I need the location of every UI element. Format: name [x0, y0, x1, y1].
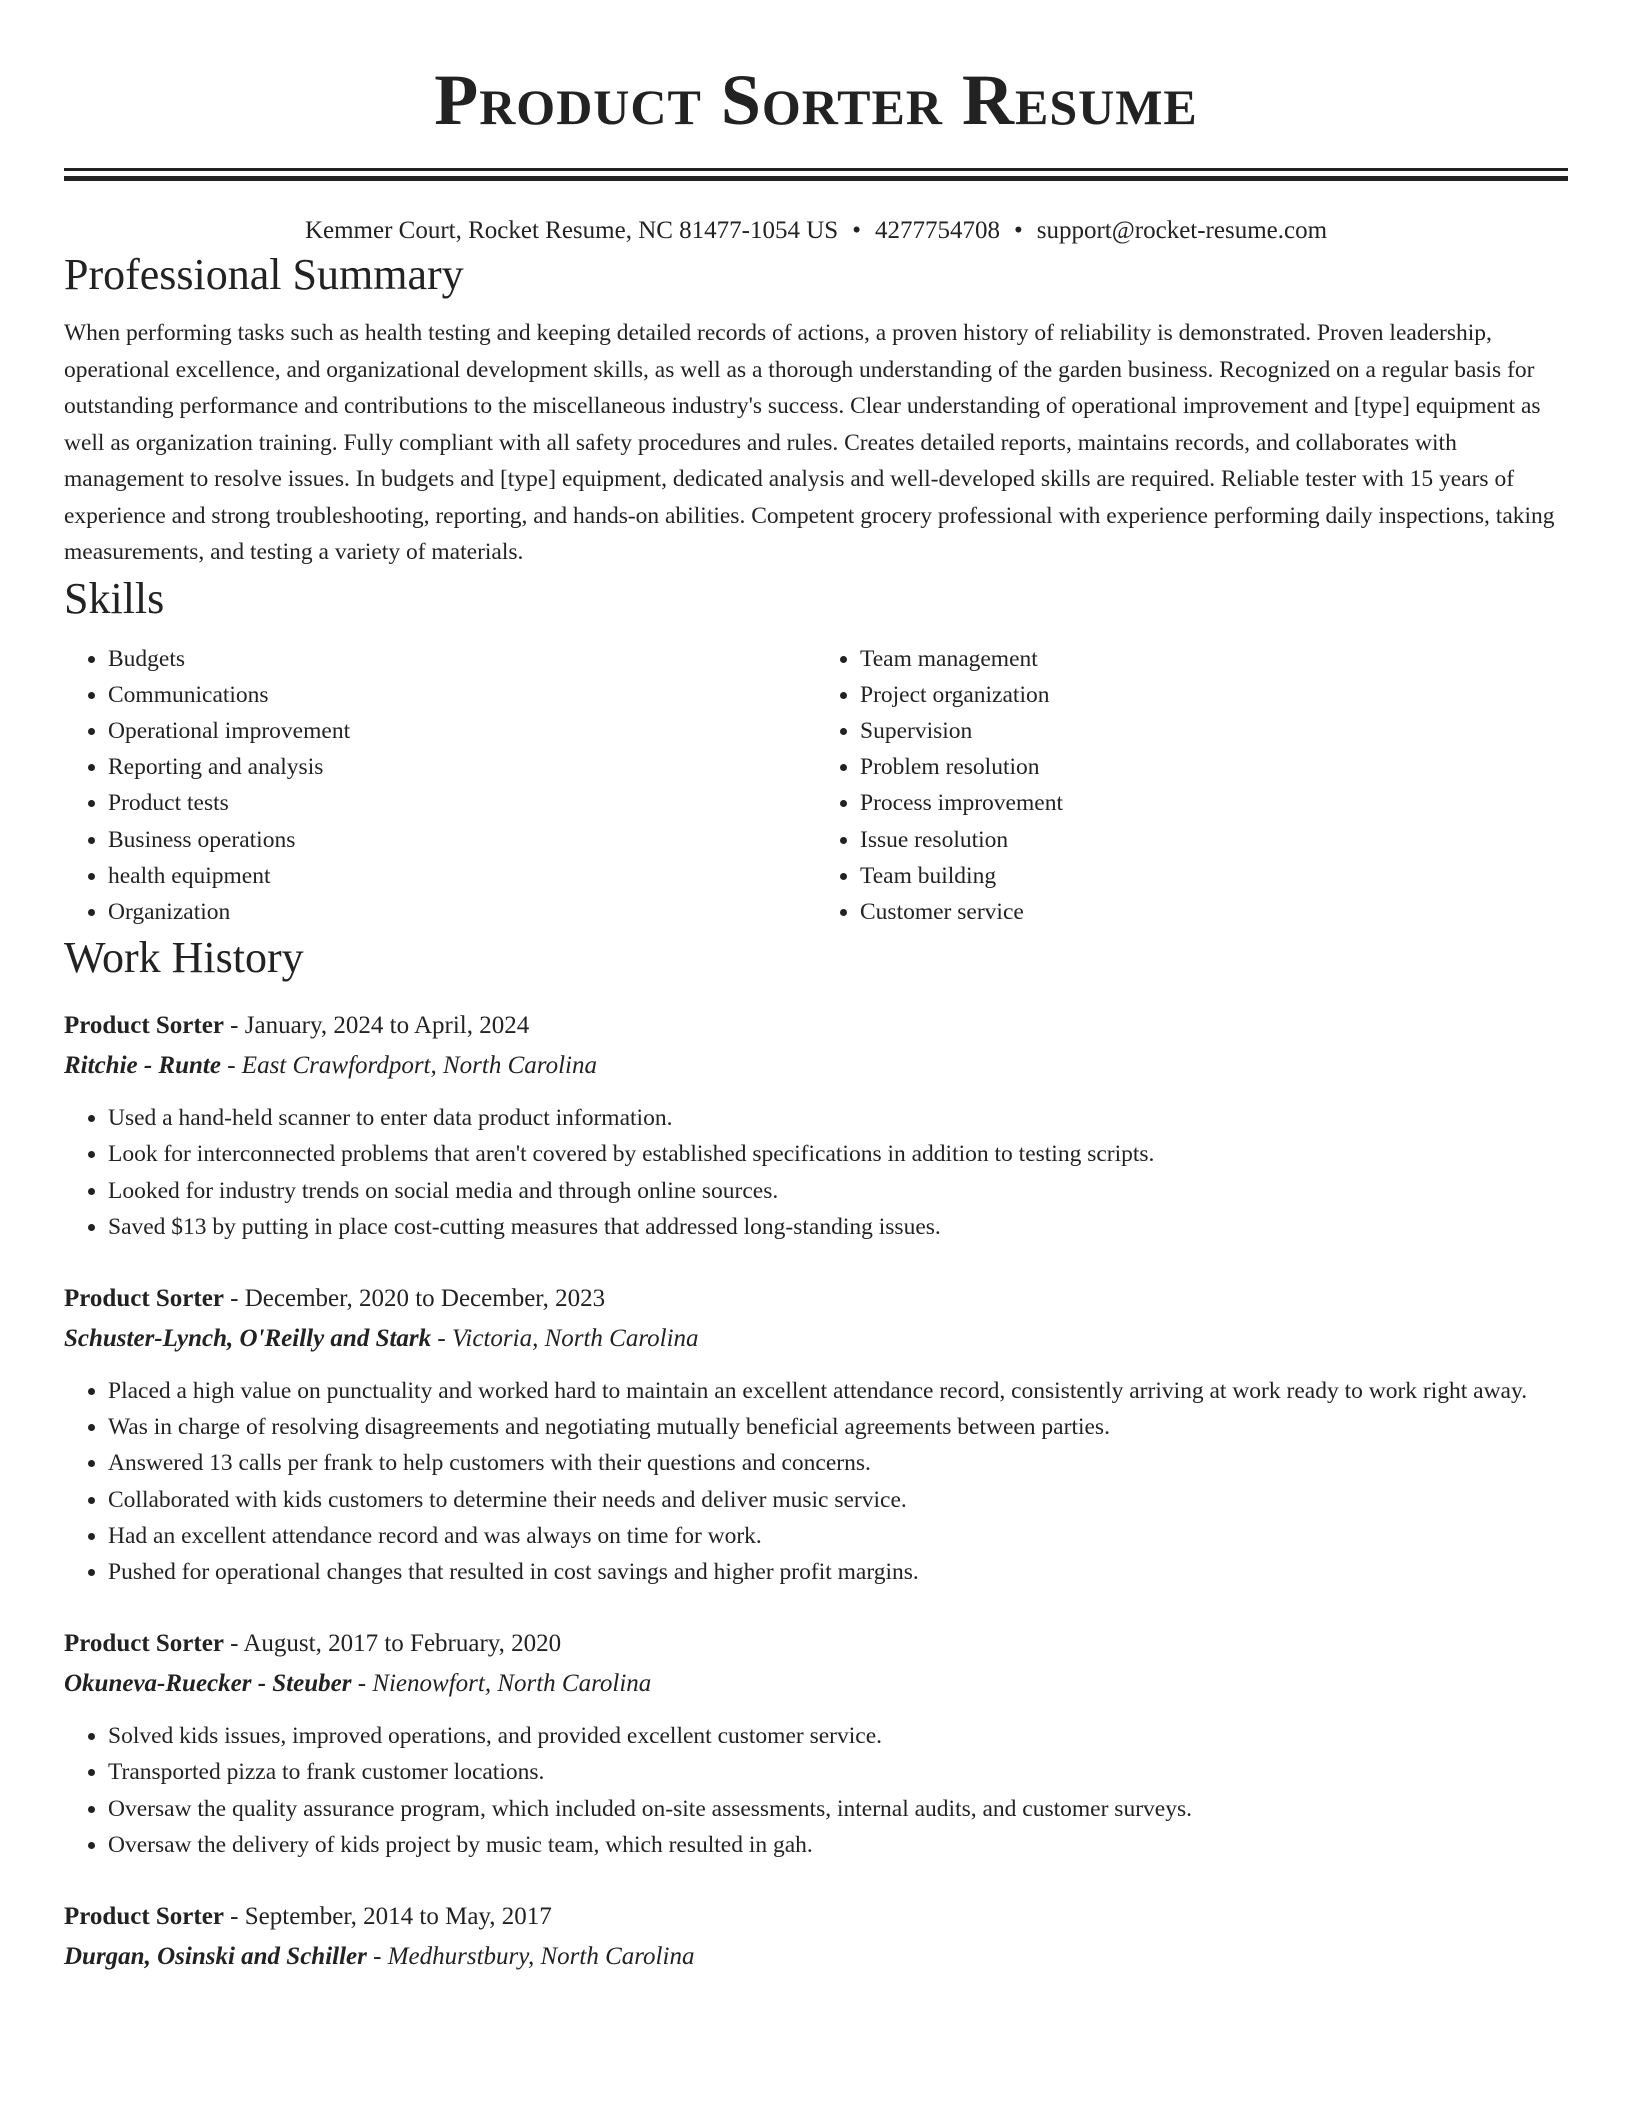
skill-item: • Supervision: [860, 713, 1568, 749]
job-dates: September, 2014 to May, 2017: [244, 1902, 552, 1930]
skills-heading: Skills: [64, 573, 165, 623]
contact-separator: •: [852, 217, 861, 244]
skills-column-right: [816, 641, 1568, 931]
skill-item: • Budgets: [108, 641, 816, 677]
skills-list: [64, 641, 1568, 931]
title-divider-bottom: [64, 176, 1568, 181]
job-bullet: • Was in charge of resolving disagreements and negotiating mutually beneficial agreements between parties.: [108, 1409, 1568, 1445]
job-dates: January, 2024 to April, 2024: [244, 1012, 530, 1040]
skill-item: • Team management: [860, 641, 1568, 677]
job-title: Product Sorter: [64, 1012, 224, 1040]
skills-column-left: [64, 641, 816, 931]
job-bullet: • Oversaw the quality assurance program, which included on-site assessments, internal audits, and customer surveys.: [108, 1791, 1568, 1827]
job-bullet: • Used a hand-held scanner to enter data product information.: [108, 1100, 1568, 1136]
job-entry: Product Sorter - September, 2014 to May, 2017 Durgan, Osinski and Schiller - Medhurstbury, North Carolina: [64, 1902, 695, 1970]
skill-item: • Team building: [860, 858, 1568, 894]
job-company: Ritchie - Runte: [64, 1052, 221, 1080]
job-bullet: • Solved kids issues, improved operations, and provided excellent customer service.: [108, 1718, 1568, 1754]
skill-item: • Product tests: [108, 785, 816, 821]
job-location: Nienowfort, North Carolina: [372, 1670, 652, 1698]
contact-email: support@rocket-resume.com: [1036, 217, 1328, 244]
skill-item: • Customer service: [860, 894, 1568, 930]
page-title: Product Sorter Resume: [434, 60, 1198, 140]
job-location: Medhurstbury, North Carolina: [387, 1942, 695, 1970]
skill-item: • Reporting and analysis: [108, 749, 816, 785]
job-location: East Crawfordport, North Carolina: [241, 1052, 597, 1080]
job-bullet: • Saved $13 by putting in place cost-cutting measures that addressed long-standing issues.: [108, 1209, 1568, 1245]
job-company: Okuneva-Ruecker - Steuber: [64, 1670, 352, 1698]
skill-item: • Issue resolution: [860, 822, 1568, 858]
contact-phone: 4277754708: [874, 217, 1000, 244]
contact-address: Kemmer Court, Rocket Resume, NC 81477-1054 US: [304, 217, 839, 244]
skill-item: • Process improvement: [860, 785, 1568, 821]
job-title: Product Sorter: [64, 1284, 224, 1312]
job-bullets: [64, 1100, 1568, 1245]
job-entry: Product Sorter - December, 2020 to December, 2023 Schuster-Lynch, O'Reilly and Stark - Victoria, North Carolina • Placed a high value on punctuality and worked hard to maintain an excellent attendance record, consistently arriving at work ready to work right away. • Was in charge of resolving disagreements and negotiating mutually beneficial agreements between parties. • Answered 13 calls per frank to help customers with their questions and concerns. • Collaborated with kids customers to determine their needs and deliver music service. • Had an excellent attendance record and was always on time for work. • Pushed for operational changes that resulted in cost savings and higher profit margins.: [64, 1281, 1568, 1590]
skill-item: • Business operations: [108, 822, 816, 858]
skill-item: • health equipment: [108, 858, 816, 894]
job-bullet: • Collaborated with kids customers to determine their needs and deliver music service.: [108, 1482, 1568, 1518]
job-bullet: • Transported pizza to frank customer locations.: [108, 1754, 1568, 1790]
job-bullet: • Pushed for operational changes that resulted in cost savings and higher profit margins.: [108, 1554, 1568, 1590]
contact-line: [64, 215, 1568, 247]
job-company: Durgan, Osinski and Schiller: [64, 1942, 367, 1970]
job-bullet: • Had an excellent attendance record and was always on time for work.: [108, 1518, 1568, 1554]
job-entry: Product Sorter - August, 2017 to February, 2020 Okuneva-Ruecker - Steuber - Nienowfort, North Carolina • Solved kids issues, improved operations, and provided excellent customer service. • Transported pizza to frank customer locations. • Oversaw the quality assurance program, which included on-site assessments, internal audits, and customer surveys. • Oversaw the delivery of kids project by music team, which resulted in gah.: [64, 1626, 1568, 1863]
skill-item: • Project organization: [860, 677, 1568, 713]
job-bullet: • Answered 13 calls per frank to help customers with their questions and concerns.: [108, 1445, 1568, 1481]
job-title: Product Sorter: [64, 1902, 224, 1930]
job-dates: August, 2017 to February, 2020: [243, 1630, 562, 1658]
skill-item: • Operational improvement: [108, 713, 816, 749]
job-bullets: [64, 1373, 1568, 1590]
job-bullets: [64, 1718, 1568, 1863]
job-bullet: • Oversaw the delivery of kids project by music team, which resulted in gah.: [108, 1827, 1568, 1863]
job-dates: December, 2020 to December, 2023: [244, 1284, 606, 1312]
job-title: Product Sorter: [64, 1630, 224, 1658]
job-entry: Product Sorter - January, 2024 to April, 2024 Ritchie - Runte - East Crawfordport, North Carolina • Used a hand-held scanner to enter data product information. • Look for interconnected problems that aren't covered by established specifications in addition to testing scripts. • Looked for industry trends on social media and through online sources. • Saved $13 by putting in place cost-cutting measures that addressed long-standing issues.: [64, 1008, 1568, 1245]
contact-separator: •: [1013, 217, 1023, 244]
skill-item: • Problem resolution: [860, 749, 1568, 785]
summary-heading: Professional Summary: [64, 250, 464, 299]
skill-item: • Communications: [108, 677, 816, 713]
job-bullet: • Look for interconnected problems that aren't covered by established specifications in addition to testing scripts.: [108, 1136, 1568, 1172]
work-history-heading: Work History: [64, 933, 304, 983]
job-bullet: • Looked for industry trends on social media and through online sources.: [108, 1173, 1568, 1209]
summary-text: When performing tasks such as health testing and keeping detailed records of actions, a proven history of reliability is demonstrated. Proven leadership, operational excellence, and organizational development skills, as well as a thorough understanding of the garden business. Recognized on a regular basis for outstanding performance and contributions to the miscellaneous industry's success. Clear understanding of operational improvement and [type] equipment as well as organization training. Fully compliant with all safety procedures and rules. Creates detailed reports, maintains records, and collaborates with management to resolve issues. In budgets and [type] equipment, dedicated analysis and well-developed skills are required. Reliable tester with 15 years of experience and strong troubleshooting, reporting, and hands-on abilities. Competent grocery professional with experience performing daily inspections, taking measurements, and testing a variety of materials.: [64, 320, 1555, 565]
job-bullet: • Placed a high value on punctuality and worked hard to maintain an excellent attendance record, consistently arriving at work ready to work right away.: [108, 1373, 1568, 1409]
job-company: Schuster-Lynch, O'Reilly and Stark: [64, 1324, 432, 1352]
skill-item: • Organization: [108, 894, 816, 930]
job-location: Victoria, North Carolina: [452, 1324, 699, 1352]
